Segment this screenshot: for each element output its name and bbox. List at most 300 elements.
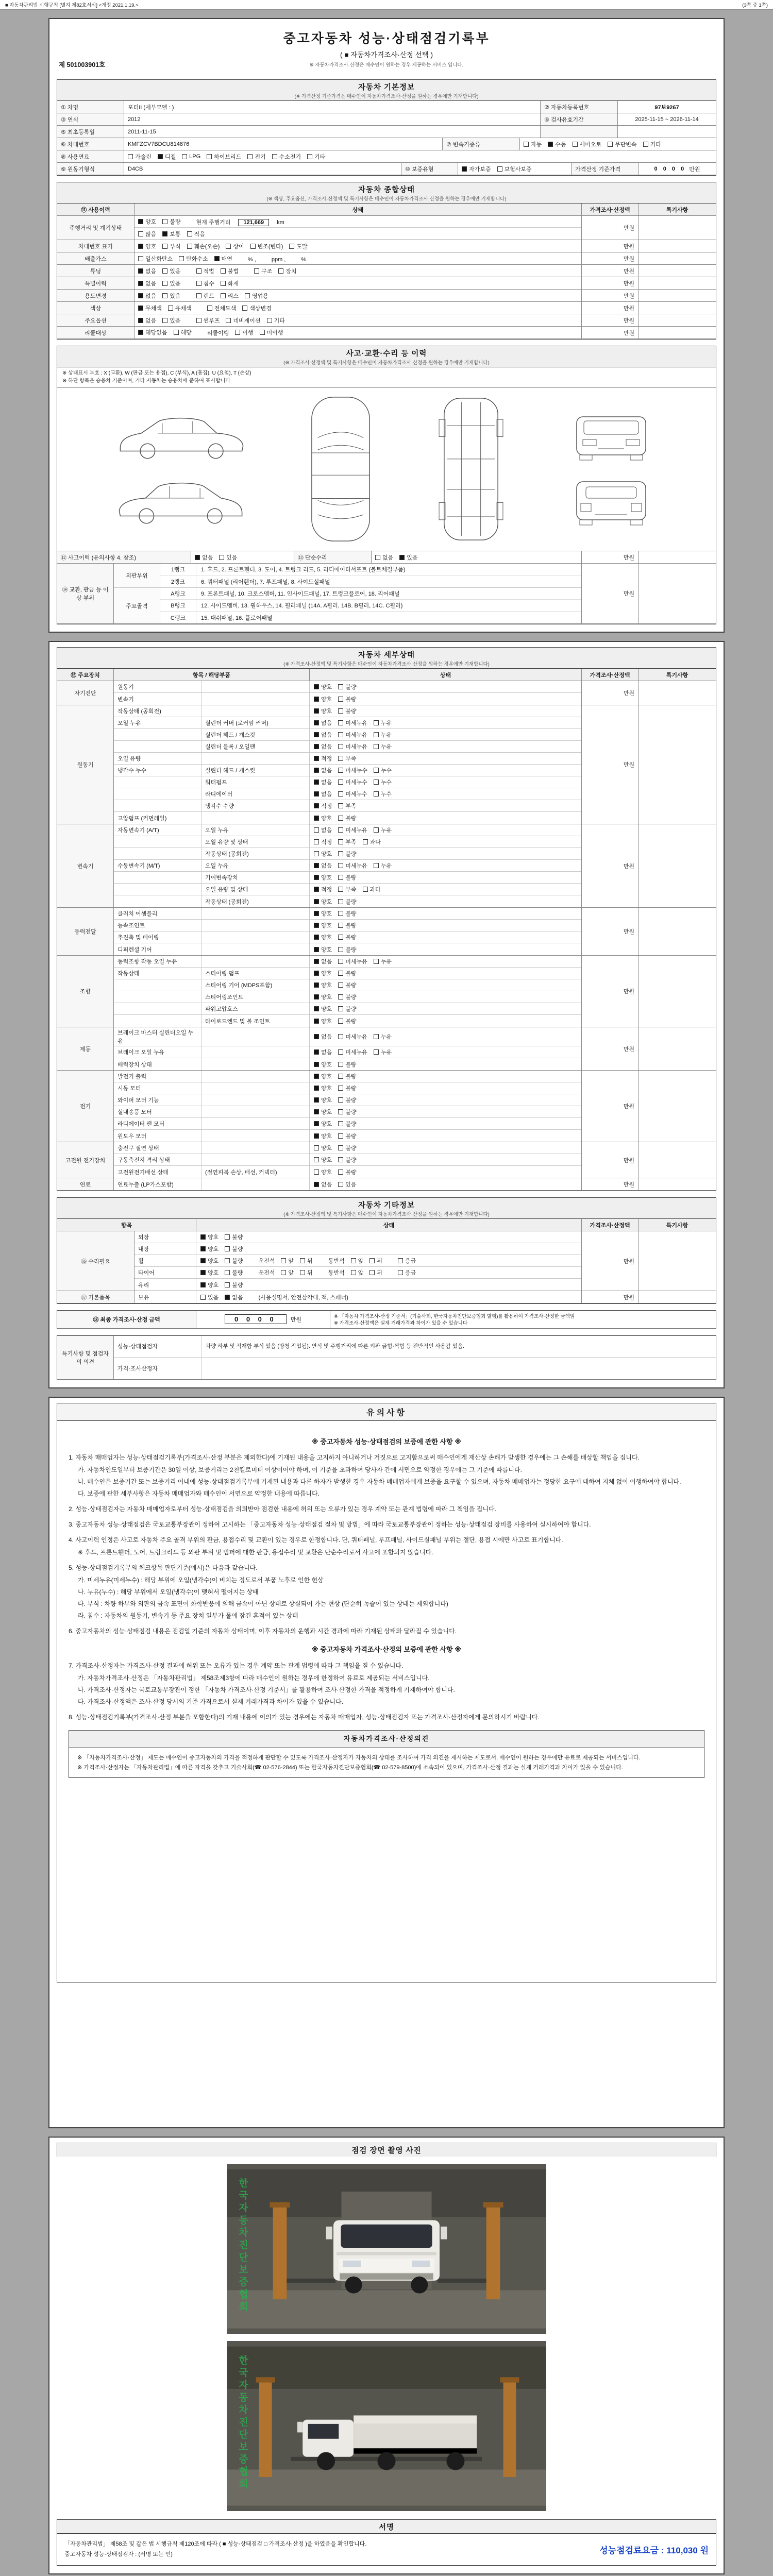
checkbox[interactable] xyxy=(138,318,143,323)
price-cell: 만원 xyxy=(582,1142,638,1178)
checkbox[interactable] xyxy=(314,1121,319,1126)
notice-line: 6. 중고자동차의 성능·상태점검 내용은 점검일 기준의 자동차 상태이며, 이후 자동차의 운행과 시간 경과에 따라 기재된 상태와 달라질 수 있습니다. xyxy=(69,1628,457,1635)
checkbox[interactable] xyxy=(338,1062,343,1067)
device-name: 자기진단 xyxy=(57,681,114,705)
option xyxy=(162,217,180,226)
checkbox[interactable] xyxy=(225,1282,230,1287)
option-label: 있음 xyxy=(170,280,181,287)
checkbox[interactable] xyxy=(314,911,319,916)
option xyxy=(314,1048,332,1056)
checkbox[interactable] xyxy=(196,318,201,323)
column-header: 항목 / 해당부품 xyxy=(114,669,310,681)
option-label: 양호 xyxy=(321,935,332,941)
checkbox[interactable] xyxy=(338,899,343,904)
option-label: 양호 xyxy=(321,684,332,690)
checkbox[interactable] xyxy=(338,816,343,821)
checkbox[interactable] xyxy=(497,166,502,172)
page-indicator: (3쪽 중 1쪽) xyxy=(742,3,768,8)
option-label: 양호 xyxy=(321,1169,332,1176)
checkbox[interactable] xyxy=(281,1258,286,1263)
price-cell: 만원 xyxy=(582,908,638,955)
checkbox[interactable] xyxy=(369,1258,375,1263)
checkbox[interactable] xyxy=(314,1182,319,1187)
checkbox[interactable] xyxy=(162,318,167,323)
option-label: 양호 xyxy=(321,1061,332,1068)
item-group: 구동축전지 격리 상태 xyxy=(114,1154,201,1165)
checkbox[interactable] xyxy=(314,1109,319,1114)
checkbox[interactable] xyxy=(162,293,167,298)
checkbox[interactable] xyxy=(643,142,648,147)
checkbox[interactable] xyxy=(187,231,192,236)
checkbox[interactable] xyxy=(314,1049,319,1055)
option xyxy=(187,230,205,238)
checkbox[interactable] xyxy=(338,947,343,952)
checkbox[interactable] xyxy=(300,1270,305,1275)
checkbox[interactable] xyxy=(314,982,319,988)
checkbox[interactable] xyxy=(221,281,226,286)
checkbox[interactable] xyxy=(138,244,143,249)
section-detail-state: 자동차 세부상태 (※ 가격조사·산정액 및 특기사항은 매수인이 자동차가격조사·산정을 원하는 경우에만 기재합니다) xyxy=(57,647,716,668)
checkbox[interactable] xyxy=(374,1034,379,1039)
rank-row xyxy=(160,600,581,612)
checkbox[interactable] xyxy=(338,1097,343,1103)
checkbox[interactable] xyxy=(235,330,240,335)
item-group: 라디에이터 팬 모터 xyxy=(114,1118,201,1129)
option xyxy=(200,1233,219,1241)
checkbox[interactable] xyxy=(200,1246,206,1251)
car-side-left-diagram xyxy=(113,408,249,466)
checkbox[interactable] xyxy=(398,1258,403,1263)
checkbox[interactable] xyxy=(338,720,343,725)
checkbox[interactable] xyxy=(300,1258,305,1263)
checkbox[interactable] xyxy=(338,887,343,892)
checkbox[interactable] xyxy=(278,268,283,274)
checkbox[interactable] xyxy=(225,1270,230,1275)
column-header: 가격조사·산정액 xyxy=(582,204,638,215)
checkbox[interactable] xyxy=(314,779,319,785)
checkbox[interactable] xyxy=(200,1258,206,1263)
option-label: 양호 xyxy=(321,946,332,953)
option-label: 양호 xyxy=(321,696,332,703)
simple-repair-options xyxy=(372,551,582,563)
checkbox[interactable] xyxy=(250,244,256,249)
checkbox[interactable] xyxy=(242,306,247,311)
checkbox[interactable] xyxy=(307,154,312,159)
checkbox[interactable] xyxy=(338,1182,343,1187)
item-group: 고압펌프 (커먼레일) xyxy=(114,812,201,824)
option-label: 장치 xyxy=(285,268,297,275)
checkbox[interactable] xyxy=(399,555,405,560)
checkbox[interactable] xyxy=(289,244,294,249)
base-price-value: 0 0 0 0 xyxy=(654,165,686,172)
rank-items: 15. 대쉬패널, 16. 플로어패널 xyxy=(201,615,273,621)
notice-line: ※ 중고자동차 성능·상태점검의 보증에 관한 사항 ※ xyxy=(312,1437,461,1446)
item-name xyxy=(201,1094,310,1106)
checkbox[interactable] xyxy=(338,994,343,999)
option-label: 불량 xyxy=(345,935,357,941)
checkbox[interactable] xyxy=(314,1170,319,1175)
device-name: 제동 xyxy=(57,1027,114,1070)
checkbox[interactable] xyxy=(200,1270,206,1275)
checkbox[interactable] xyxy=(374,827,379,833)
checkbox[interactable] xyxy=(338,923,343,928)
option xyxy=(314,731,332,739)
checkbox[interactable] xyxy=(247,154,253,159)
checkbox[interactable] xyxy=(374,768,379,773)
option xyxy=(314,683,332,691)
option xyxy=(195,553,213,562)
device-row xyxy=(114,895,581,907)
checkbox[interactable] xyxy=(338,851,343,856)
checkbox[interactable] xyxy=(573,142,578,147)
checkbox[interactable] xyxy=(314,827,319,833)
field-label: ⑥ 차대번호 xyxy=(57,138,124,150)
checkbox[interactable] xyxy=(314,1133,319,1139)
price-cell: 만원 xyxy=(582,1071,638,1142)
option xyxy=(158,152,176,161)
checkbox[interactable] xyxy=(138,219,143,224)
option-label: 불량 xyxy=(345,982,357,989)
checkbox[interactable] xyxy=(179,256,184,261)
checkbox[interactable] xyxy=(226,244,231,249)
first-registration-date: 2011-11-15 xyxy=(124,126,541,138)
checkbox[interactable] xyxy=(338,1145,343,1150)
option-label: 불량 xyxy=(170,218,181,225)
checkbox[interactable] xyxy=(314,803,319,808)
checkbox[interactable] xyxy=(314,1097,319,1103)
checkbox[interactable] xyxy=(374,863,379,868)
checkbox[interactable] xyxy=(338,732,343,737)
checkbox[interactable] xyxy=(338,779,343,785)
checkbox[interactable] xyxy=(338,803,343,808)
checkbox[interactable] xyxy=(374,779,379,785)
checkbox[interactable] xyxy=(174,330,179,335)
checkbox[interactable] xyxy=(374,744,379,749)
checkbox[interactable] xyxy=(314,1074,319,1079)
checkbox[interactable] xyxy=(314,791,319,796)
field-label: ④ 검사유효기간 xyxy=(541,113,618,125)
option xyxy=(200,1257,219,1265)
checkbox[interactable] xyxy=(548,142,553,147)
option-label: LPG xyxy=(189,153,201,160)
checkbox[interactable] xyxy=(314,994,319,999)
checkbox[interactable] xyxy=(138,256,143,261)
option-label: 양호 xyxy=(321,1074,332,1080)
checkbox[interactable] xyxy=(338,744,343,749)
checkbox[interactable] xyxy=(338,1019,343,1024)
option xyxy=(338,1156,356,1164)
checkbox[interactable] xyxy=(338,697,343,702)
option-label: 양호 xyxy=(321,994,332,1001)
checkbox[interactable] xyxy=(338,768,343,773)
option xyxy=(314,814,332,822)
checkbox[interactable] xyxy=(314,1062,319,1067)
state-subrow xyxy=(135,252,581,264)
checkbox[interactable] xyxy=(338,935,343,940)
checkbox[interactable] xyxy=(314,1006,319,1011)
option-label: 없음 xyxy=(321,768,332,774)
device-row xyxy=(114,800,581,812)
option xyxy=(314,802,332,810)
option-label: 없음 xyxy=(145,293,157,299)
option xyxy=(225,1293,243,1301)
checkbox[interactable] xyxy=(272,154,277,159)
checkbox[interactable] xyxy=(138,231,143,236)
checkbox[interactable] xyxy=(314,708,319,714)
etc-row xyxy=(135,1255,581,1267)
checkbox[interactable] xyxy=(314,697,319,702)
checkbox[interactable] xyxy=(162,219,167,224)
rank-group-label: 외판부위 xyxy=(114,564,160,587)
item-group xyxy=(114,836,201,848)
checkbox[interactable] xyxy=(254,268,259,274)
etc-group-label: ⑰ 기본품목 xyxy=(57,1291,135,1303)
option xyxy=(338,861,367,870)
price-cell: 만원 xyxy=(582,1027,638,1070)
option-label: 하이브리드 xyxy=(214,154,242,160)
checkbox[interactable] xyxy=(338,1074,343,1079)
checkbox[interactable] xyxy=(338,1133,343,1139)
checkbox[interactable] xyxy=(138,293,143,298)
option xyxy=(314,790,332,798)
checkbox[interactable] xyxy=(196,281,201,286)
rank-items: 9. 프론트패널, 10. 크로스멤버, 11. 인사이드패널, 17. 트렁크플로어, 18. 리어패널 xyxy=(201,591,400,597)
checkbox[interactable] xyxy=(363,839,368,844)
checkbox[interactable] xyxy=(158,154,163,159)
car-rear-view-diagram xyxy=(562,473,660,531)
checkbox[interactable] xyxy=(314,935,319,940)
field-label: ⑧ 사용연료 xyxy=(57,150,124,162)
checkbox[interactable] xyxy=(314,1086,319,1091)
checkbox[interactable] xyxy=(267,318,272,323)
checkbox[interactable] xyxy=(338,839,343,844)
option-label: % xyxy=(301,256,307,263)
option-label: 없음 xyxy=(321,863,332,869)
transmission-options xyxy=(520,138,716,150)
option-label: 불량 xyxy=(345,815,357,822)
panel-photos-signature xyxy=(48,2137,725,2574)
checkbox[interactable] xyxy=(314,899,319,904)
checkbox[interactable] xyxy=(374,1049,379,1055)
checkbox[interactable] xyxy=(351,1258,356,1263)
checkbox[interactable] xyxy=(338,708,343,714)
checkbox[interactable] xyxy=(138,268,143,274)
option-label: 침수 xyxy=(203,280,214,287)
checkbox[interactable] xyxy=(225,1234,230,1240)
checkbox[interactable] xyxy=(195,555,200,560)
checkbox[interactable] xyxy=(314,1034,319,1039)
checkbox[interactable] xyxy=(187,244,192,249)
checkbox[interactable] xyxy=(226,318,231,323)
inspector-remark xyxy=(201,1367,716,1370)
price-cell: 만원 xyxy=(582,290,638,301)
checkbox[interactable] xyxy=(314,851,319,856)
checkbox[interactable] xyxy=(200,1234,206,1240)
column-header: 상태 xyxy=(310,669,582,681)
table-row xyxy=(57,240,716,252)
option xyxy=(338,873,356,882)
checkbox[interactable] xyxy=(314,875,319,880)
checkbox[interactable] xyxy=(196,268,201,274)
signature-statement: 「자동차관리법」 제58조 및 같은 법 시행규칙 제120조에 따라 ( ■ 성능·상태점검 □ 가격조사·산정 )을 하였음을 확인합니다. 중고자동차 성능·상태점검자 : (서명 또는 인) xyxy=(64,2540,367,2558)
checkbox[interactable] xyxy=(374,791,379,796)
checkbox[interactable] xyxy=(314,744,319,749)
field-label: ② 자동차등록번호 xyxy=(541,101,618,113)
checkbox[interactable] xyxy=(338,1086,343,1091)
checkbox[interactable] xyxy=(338,791,343,796)
device-row xyxy=(114,1142,581,1154)
checkbox[interactable] xyxy=(162,244,167,249)
option-label: 앞 xyxy=(358,1270,364,1276)
checkbox[interactable] xyxy=(338,971,343,976)
vin: KMFZCV7BDCU814876 xyxy=(124,138,443,150)
price-cell: 만원 xyxy=(582,265,638,277)
checkbox[interactable] xyxy=(314,720,319,725)
checkbox[interactable] xyxy=(338,1121,343,1126)
checkbox[interactable] xyxy=(524,142,529,147)
option xyxy=(338,993,356,1001)
checkbox[interactable] xyxy=(314,947,319,952)
checkbox[interactable] xyxy=(338,1049,343,1055)
checkbox[interactable] xyxy=(128,154,133,159)
checkbox[interactable] xyxy=(374,720,379,725)
option-label: 없음 xyxy=(321,791,332,798)
option-label: 양호 xyxy=(321,1145,332,1151)
checkbox[interactable] xyxy=(281,1270,286,1275)
checkbox[interactable] xyxy=(314,923,319,928)
checkbox[interactable] xyxy=(338,863,343,868)
checkbox[interactable] xyxy=(221,268,226,274)
checkbox[interactable] xyxy=(338,1109,343,1114)
option xyxy=(374,719,392,727)
checkbox[interactable] xyxy=(338,827,343,833)
option xyxy=(338,1168,356,1176)
column-header: 특기사항 xyxy=(638,669,716,681)
device-section xyxy=(57,705,716,824)
checkbox[interactable] xyxy=(338,684,343,689)
checkbox[interactable] xyxy=(314,732,319,737)
checkbox[interactable] xyxy=(168,306,173,311)
row-label: 리콜대상 xyxy=(57,327,135,338)
item-name xyxy=(201,956,310,967)
option-label: 적정 xyxy=(321,839,332,845)
checkbox[interactable] xyxy=(260,330,265,335)
checkbox[interactable] xyxy=(369,1270,375,1275)
checkbox[interactable] xyxy=(245,293,250,298)
checkbox[interactable] xyxy=(200,1295,206,1300)
checkbox[interactable] xyxy=(462,166,467,172)
option-label: 탄화수소 xyxy=(186,256,208,262)
option xyxy=(138,217,156,226)
checkbox[interactable] xyxy=(398,1270,403,1275)
checkbox[interactable] xyxy=(225,1295,230,1300)
item-group: 브레이크 오일 누유 xyxy=(114,1046,201,1058)
checkbox[interactable] xyxy=(375,555,380,560)
option xyxy=(314,850,332,858)
checkbox[interactable] xyxy=(138,330,143,335)
checkbox[interactable] xyxy=(314,887,319,892)
option-label: 양호 xyxy=(321,851,332,857)
checkbox[interactable] xyxy=(314,839,319,844)
checkbox[interactable] xyxy=(338,1006,343,1011)
inspector-role: 가격·조사산정자 xyxy=(114,1358,201,1379)
checkbox[interactable] xyxy=(338,756,343,761)
inspection-fee xyxy=(599,2543,709,2556)
checkbox[interactable] xyxy=(374,732,379,737)
item-name: 오일 유량 및 상태 xyxy=(201,836,310,848)
checkbox[interactable] xyxy=(214,256,220,261)
checkbox[interactable] xyxy=(138,306,143,311)
checkbox[interactable] xyxy=(196,293,201,298)
checkbox[interactable] xyxy=(138,281,143,286)
item-name: 실린더 헤드 / 개스킷 xyxy=(201,765,310,776)
checkbox[interactable] xyxy=(338,1157,343,1162)
option xyxy=(168,304,192,312)
option xyxy=(314,933,332,941)
option xyxy=(278,267,296,275)
checkbox[interactable] xyxy=(219,555,224,560)
row-states xyxy=(135,265,582,277)
item-group: 작동상태 xyxy=(114,968,201,979)
checkbox[interactable] xyxy=(338,959,343,964)
checkbox[interactable] xyxy=(608,142,613,147)
checkbox[interactable] xyxy=(221,293,226,298)
checkbox[interactable] xyxy=(363,887,368,892)
device-rows xyxy=(114,705,582,824)
checkbox[interactable] xyxy=(314,816,319,821)
checkbox[interactable] xyxy=(207,306,212,311)
option-label: ppm , xyxy=(271,256,286,263)
checkbox[interactable] xyxy=(314,1019,319,1024)
item-name: 오일 누유 xyxy=(201,824,310,836)
checkbox[interactable] xyxy=(351,1270,356,1275)
checkbox[interactable] xyxy=(162,231,167,236)
checkbox[interactable] xyxy=(314,959,319,964)
item-group: 수동변속기 (M/T) xyxy=(114,860,201,871)
option xyxy=(300,1257,313,1265)
option-label: 있음 xyxy=(170,268,181,275)
checkbox[interactable] xyxy=(314,684,319,689)
checkbox[interactable] xyxy=(314,1157,319,1162)
checkbox[interactable] xyxy=(314,1145,319,1150)
checkbox[interactable] xyxy=(338,1034,343,1039)
checkbox[interactable] xyxy=(162,281,167,286)
checkbox[interactable] xyxy=(207,154,212,159)
checkbox[interactable] xyxy=(162,268,167,274)
checkbox[interactable] xyxy=(314,863,319,868)
option xyxy=(207,329,229,337)
option-label: 보통 xyxy=(170,231,181,238)
checkbox[interactable] xyxy=(374,959,379,964)
checkbox[interactable] xyxy=(182,154,187,159)
checkbox[interactable] xyxy=(314,971,319,976)
device-row xyxy=(114,1130,581,1142)
device-row xyxy=(114,1058,581,1070)
checkbox[interactable] xyxy=(338,1170,343,1175)
checkbox[interactable] xyxy=(225,1258,230,1263)
option xyxy=(207,304,237,312)
option xyxy=(314,1180,332,1189)
option xyxy=(338,1005,356,1013)
checkbox[interactable] xyxy=(338,982,343,988)
checkbox[interactable] xyxy=(338,875,343,880)
checkbox[interactable] xyxy=(314,768,319,773)
checkbox[interactable] xyxy=(225,1246,230,1251)
checkbox[interactable] xyxy=(338,911,343,916)
device-name: 조향 xyxy=(57,956,114,1027)
checkbox[interactable] xyxy=(314,756,319,761)
checkbox[interactable] xyxy=(200,1282,206,1287)
